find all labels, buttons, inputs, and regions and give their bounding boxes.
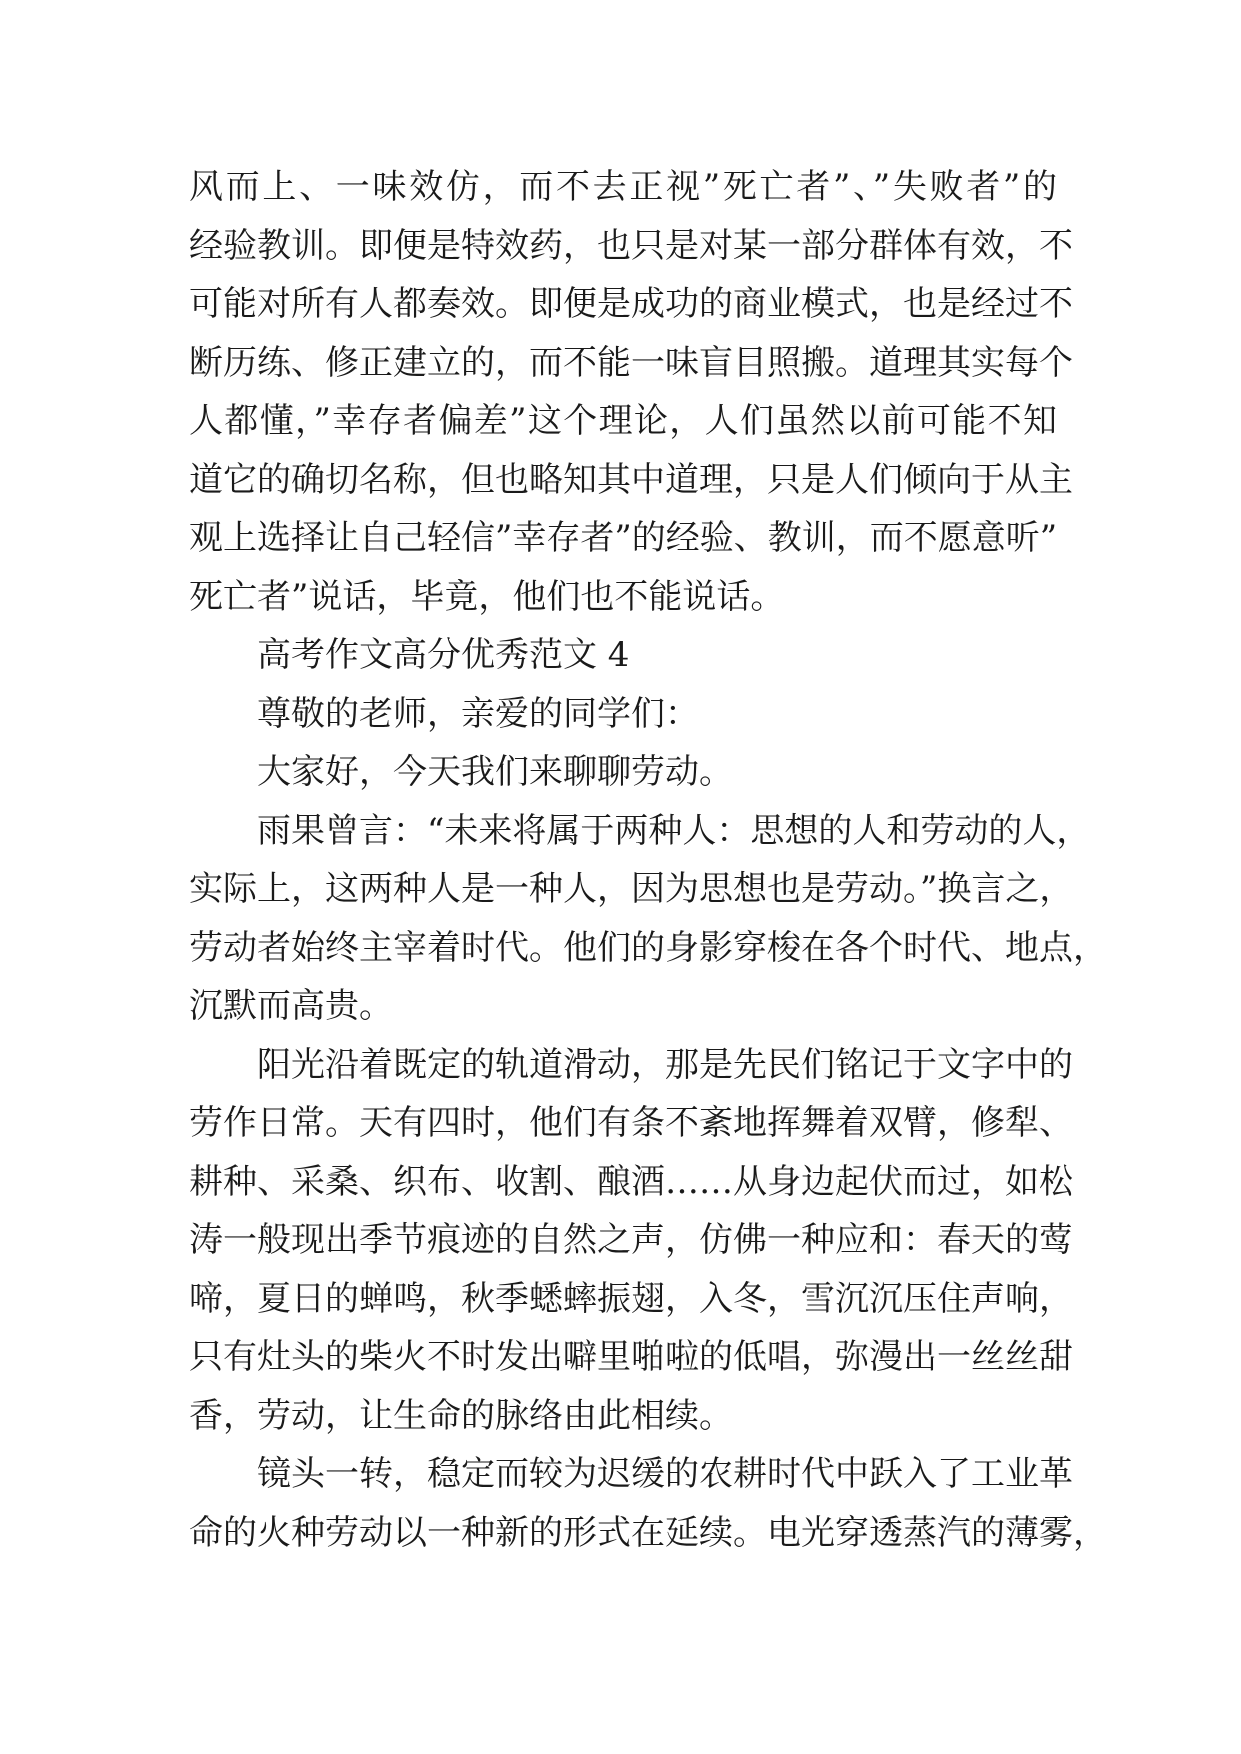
text-line: 风而上、一味效仿，而不去正视”死亡者”、”失败者”的 — [189, 167, 1057, 207]
text-line: 阳光沿着既定的轨道滑动，那是先民们铭记于文字中的 — [257, 1044, 1073, 1085]
section-heading: 高考作文高分优秀范文 4 — [257, 635, 630, 675]
text-line: 死亡者”说话，毕竟，他们也不能说话。 — [189, 576, 785, 617]
text-line: 耕种、采桑、织布、收割、酿酒……从身边起伏而过，如松 — [189, 1161, 1073, 1202]
text-line: 香，劳动，让生命的脉络由此相续。 — [189, 1395, 733, 1436]
text-line: 镜头一转，稳定而较为迟缓的农耕时代中跃入了工业革 — [257, 1454, 1073, 1494]
text-line: 涛一般现出季节痕迹的自然之声，仿佛一种应和：春天的莺 — [189, 1220, 1073, 1260]
text-line: 实际上，这两种人是一种人，因为思想也是劳动。”换言之， — [189, 869, 1074, 909]
text-line: 劳动者始终主宰着时代。他们的身影穿梭在各个时代、地点， — [189, 927, 1107, 968]
text-line: 人都懂，”幸存者偏差”这个理论，人们虽然以前可能不知 — [189, 401, 1057, 441]
text-line: 断历练、修正建立的，而不能一味盲目照搬。道理其实每个 — [189, 342, 1073, 383]
text-line: 经验教训。即便是特效药，也只是对某一部分群体有效，不 — [189, 225, 1073, 266]
text-line: 劳作日常。天有四时，他们有条不紊地挥舞着双臂，修犁、 — [189, 1103, 1073, 1143]
text-line: 命的火种劳动以一种新的形式在延续。电光穿透蒸汽的薄雾， — [189, 1512, 1107, 1553]
text-line: 只有灶头的柴火不时发出噼里啪啦的低唱，弥漫出一丝丝甜 — [189, 1337, 1073, 1377]
body-text — [189, 158, 1107, 1562]
text-line: 雨果曾言：“未来将属于两种人：思想的人和劳动的人， — [257, 810, 1091, 851]
salutation: 尊敬的老师，亲爱的同学们： — [257, 693, 699, 734]
text-line: 道它的确切名称，但也略知其中道理，只是人们倾向于从主 — [189, 459, 1073, 500]
greeting: 大家好，今天我们来聊聊劳动。 — [257, 752, 733, 792]
text-line: 啼，夏日的蝉鸣，秋季蟋蟀振翅，入冬，雪沉沉压住声响， — [189, 1278, 1073, 1319]
text-line: 沉默而高贵。 — [189, 986, 393, 1026]
text-line: 可能对所有人都奏效。即便是成功的商业模式，也是经过不 — [189, 284, 1073, 324]
text-line: 观上选择让自己轻信”幸存者”的经验、教训，而不愿意听” — [189, 518, 1058, 558]
